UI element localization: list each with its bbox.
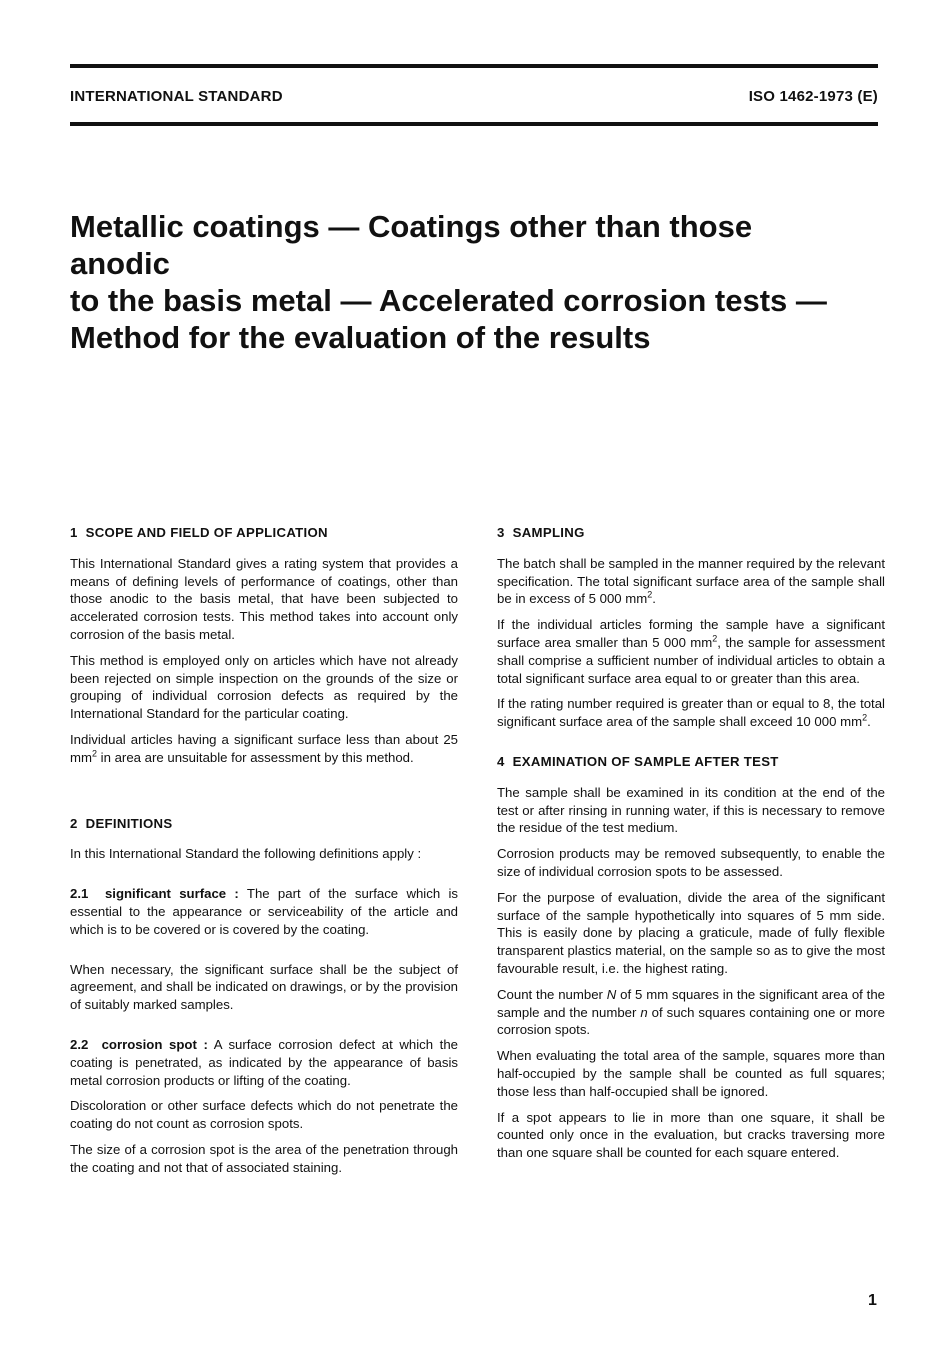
s1-paragraph-3: Individual articles having a significant surface less than about 25 $mm^2$ in area are unsuitable for assessment by this method. bbox=[70, 731, 458, 765]
header-right: ISO 1462-1973 (E) bbox=[748, 88, 878, 105]
s1-paragraph-2: This method is employed only on articles which have not already been rejected on simple inspection on the grounds of the size or grouping of individual corrosion defects as required by the International Standard for the particular coating. bbox=[70, 652, 458, 722]
definition-2-1-note: When necessary, the significant surface shall be the subject of agreement, and shall be indicated on drawings, or by the provision of suitably marked samples. bbox=[70, 961, 458, 1013]
left-column bbox=[70, 524, 458, 1185]
s1-paragraph-1: This International Standard gives a rating system that provides a means of defining levels of performance of coatings, other than those anodic to the basis metal, that have been subjected to accelerated corrosion tests. This method takes into account only corrosion of the basis metal. bbox=[70, 555, 458, 642]
title-line-1: Metallic coatings — Coatings other than those anodic bbox=[70, 209, 753, 281]
definition-2-1: 2.1 significant surface : The part of the surface which is essential to the appearance or serviceability of the article and which is to be covered or is covered by the coating. bbox=[70, 886, 458, 937]
definition-2-2-note-1: Discoloration or other surface defects which do not penetrate the coating do not count as corrosion spots. bbox=[70, 1098, 458, 1132]
s4-paragraph-6: If a spot appears to lie in more than one square, it shall be counted only once in the evaluation, but cracks traversing more than one square shall be counted for each square entered. bbox=[497, 1109, 885, 1161]
definition-2-2-note-2: The size of a corrosion spot is the area of the penetration through the coating and not that of associated staining. bbox=[70, 1141, 458, 1175]
document-title bbox=[70, 208, 850, 356]
s4-paragraph-1: The sample shall be examined in its condition at the end of the test or after rinsing in running water, if this is necessary to remove the residue of the test medium. bbox=[497, 784, 885, 836]
s3-paragraph-3: If the rating number required is greater than or equal to 8, the total significant surface area of the sample shall exceed 10 000 $mm^2$. bbox=[497, 696, 885, 730]
right-column bbox=[497, 524, 885, 1170]
section-1-heading: 1 SCOPE AND FIELD OF APPLICATION bbox=[70, 525, 328, 540]
page-header bbox=[70, 88, 878, 105]
page-number: 1 bbox=[868, 1292, 877, 1309]
header-rule-bottom bbox=[70, 122, 878, 126]
title-line-3: Method for the evaluation of the results bbox=[70, 320, 651, 355]
s4-paragraph-5: When evaluating the total area of the sample, squares more than half-occupied by the sample shall be counted as full squares; those less than half-occupied shall be ignored. bbox=[497, 1048, 885, 1099]
definition-2-2: 2.2 corrosion spot : A surface corrosion defect at which the coating is penetrated, as indicated by the appearance of basis metal corrosion products or lifting of the coating. bbox=[70, 1036, 459, 1088]
section-4-heading: 4 EXAMINATION OF SAMPLE AFTER TEST bbox=[497, 753, 779, 769]
s4-paragraph-3: For the purpose of evaluation, divide the area of the significant surface of the sample hypothetically into squares of 5 mm side. This is easily done by placing a graticule, made of fully flexible transparent plastics material, on the sample so as to give the most favourable result, i.e. the highest rating. bbox=[497, 889, 885, 976]
s4-paragraph-2: Corrosion products may be removed subsequently, to enable the size of individual corrosion spots to be assessed. bbox=[497, 846, 885, 879]
header-left: INTERNATIONAL STANDARD bbox=[70, 88, 283, 105]
s3-paragraph-1: The batch shall be sampled in the manner required by the relevant specification. The total significant surface area of the sample shall be in excess of 5 000 $mm^2$. bbox=[497, 555, 885, 607]
header-rule-top bbox=[70, 64, 878, 68]
s4-paragraph-4: Count the number N of 5 mm squares in the significant area of the sample and the number n of such squares containing one or more corrosion spots. bbox=[497, 986, 886, 1038]
title-line-2: to the basis metal — Accelerated corrosion tests — bbox=[70, 283, 827, 318]
section-2-heading: 2 DEFINITIONS bbox=[70, 815, 173, 831]
s2-intro: In this International Standard the following definitions apply : bbox=[70, 846, 422, 862]
s3-paragraph-2: If the individual articles forming the sample have a significant surface area smaller than 5 000 $mm^2$, the sample for assessment shall comprise a sufficient number of individual articles to obtain a total significant surface area equal to or greater than this area. bbox=[497, 617, 885, 686]
section-3-heading: 3 SAMPLING bbox=[497, 525, 585, 540]
